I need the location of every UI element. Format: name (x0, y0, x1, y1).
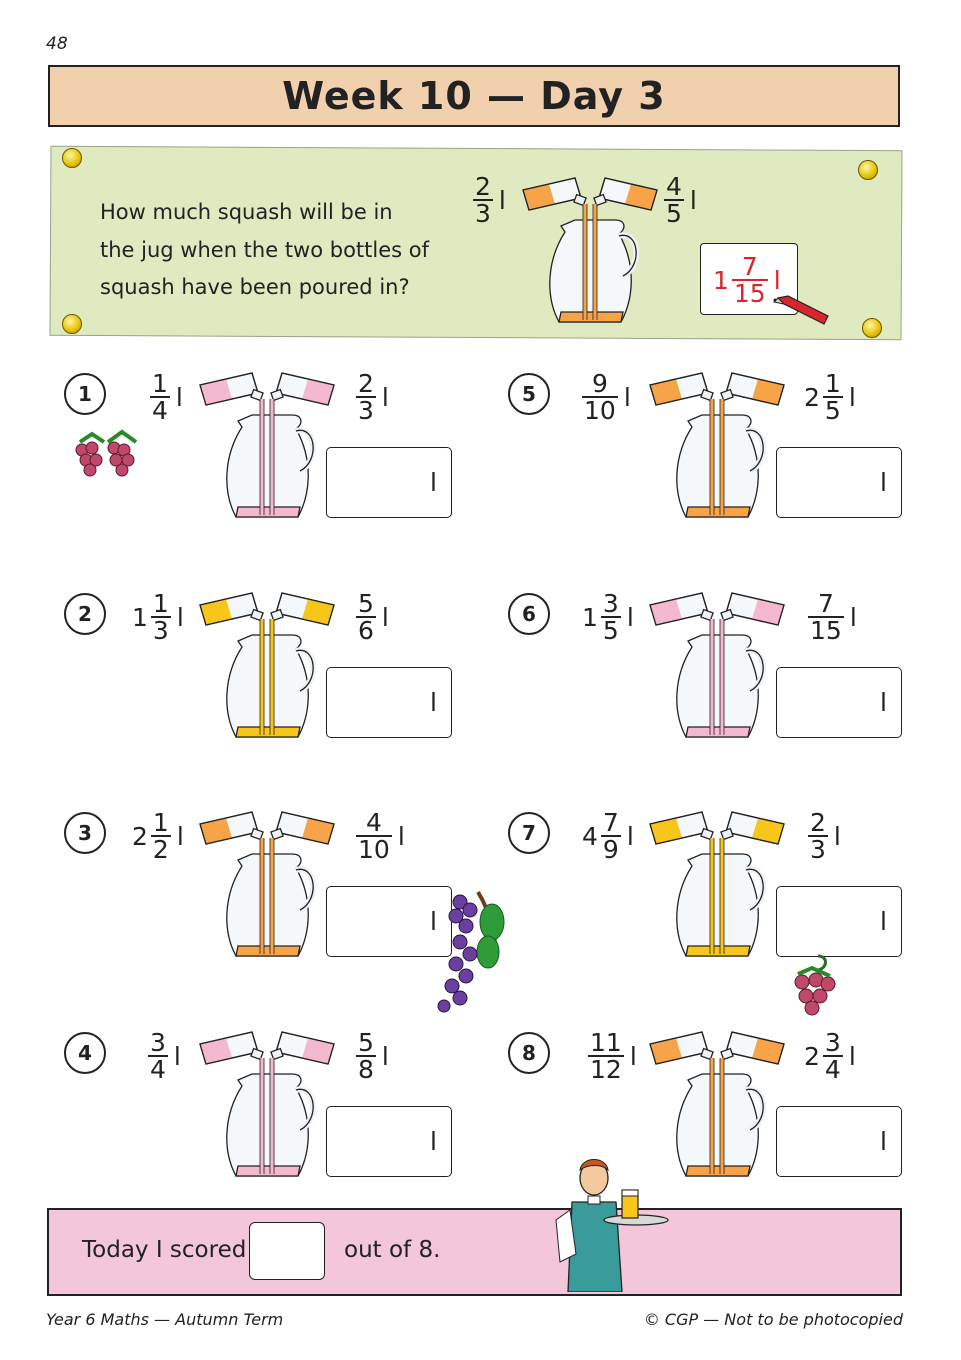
whole-number: 2 (804, 1041, 820, 1071)
fraction-denominator: 12 (590, 1055, 622, 1084)
right-bottle-amount (356, 810, 405, 862)
fraction-denominator: 4 (824, 1055, 841, 1084)
page-number: 48 (46, 34, 68, 54)
fraction-denominator: 3 (810, 835, 826, 864)
fraction-denominator: 10 (584, 396, 616, 425)
right-bottle-amount (356, 591, 389, 643)
unit-label: l (626, 602, 634, 632)
fraction-numerator: 2 (475, 172, 491, 201)
question-number: 8 (508, 1032, 550, 1074)
question-number: 3 (64, 812, 106, 854)
unit-label: l (430, 468, 437, 497)
unit-label: l (773, 265, 781, 295)
fraction-numerator: 1 (152, 808, 169, 837)
fraction-numerator: 1 (824, 369, 841, 398)
unit-label: l (848, 382, 856, 412)
left-bottle-amount (150, 371, 183, 423)
unit-label: l (175, 382, 183, 412)
fraction-denominator: 5 (824, 396, 841, 425)
jug-icon (192, 804, 342, 962)
answer-box[interactable] (776, 886, 902, 957)
fraction-numerator: 7 (741, 252, 758, 281)
left-bottle-amount (582, 591, 634, 643)
score-suffix: out of 8. (344, 1237, 441, 1263)
question-number: 5 (508, 373, 550, 415)
raspberry-icon (70, 420, 144, 480)
right-bottle-amount (356, 1030, 389, 1082)
unit-label: l (430, 907, 437, 936)
answer-box[interactable] (326, 667, 452, 738)
waiter-icon (548, 1150, 672, 1292)
example-question (100, 194, 429, 307)
unit-label: l (430, 1127, 437, 1156)
left-bottle-amount (132, 810, 184, 862)
fraction-numerator: 2 (810, 808, 826, 837)
grapes-icon (430, 882, 506, 1020)
fraction-denominator: 6 (358, 616, 374, 645)
question-number: 2 (64, 593, 106, 635)
right-bottle-amount (356, 371, 389, 423)
jug-icon (642, 585, 792, 743)
unit-label: l (623, 382, 631, 412)
unit-label: l (173, 1041, 181, 1071)
pin-icon (62, 148, 82, 168)
unit-label: l (629, 1041, 637, 1071)
fraction-numerator: 3 (824, 1028, 841, 1057)
answer-box[interactable] (776, 667, 902, 738)
fraction-denominator: 3 (475, 199, 491, 228)
whole-number: 2 (804, 382, 820, 412)
answer-box[interactable] (776, 1106, 902, 1177)
whole-number: 4 (582, 821, 598, 851)
right-bottle-amount (808, 810, 841, 862)
pencil-icon (772, 294, 834, 328)
jug-icon (192, 1024, 342, 1182)
answer-box[interactable] (326, 1106, 452, 1177)
right-bottle-amount (804, 371, 856, 423)
fraction-numerator: 9 (591, 369, 608, 398)
footer-course: Year 6 Maths — Autumn Term (46, 1310, 284, 1329)
question-number: 4 (64, 1032, 106, 1074)
fraction-denominator: 8 (358, 1055, 374, 1084)
fraction-denominator: 9 (602, 835, 619, 864)
fraction-numerator: 3 (150, 1028, 166, 1057)
fraction-numerator: 3 (602, 589, 619, 618)
fraction-numerator: 7 (817, 589, 834, 618)
unit-label: l (848, 1041, 856, 1071)
raspberry-icon (788, 950, 840, 1020)
whole-number: 1 (582, 602, 598, 632)
fraction-numerator: 2 (358, 369, 374, 398)
fraction-denominator: 4 (152, 396, 168, 425)
unit-label: l (397, 821, 405, 851)
example-left-amount (473, 174, 506, 226)
example-answer (713, 254, 781, 306)
pin-icon (62, 314, 82, 334)
fraction-denominator: 10 (358, 835, 390, 864)
left-bottle-amount (132, 591, 184, 643)
unit-label: l (880, 1127, 887, 1156)
fraction-numerator: 4 (365, 808, 382, 837)
unit-label: l (176, 821, 184, 851)
unit-label: l (176, 602, 184, 632)
fraction-denominator: 15 (810, 616, 842, 645)
unit-label: l (381, 382, 389, 412)
answer-box[interactable] (776, 447, 902, 518)
unit-label: l (498, 185, 506, 215)
jug-icon (192, 365, 342, 523)
right-bottle-amount (808, 591, 857, 643)
example-question-line: the jug when the two bottles of (100, 237, 430, 262)
jug-icon (642, 365, 792, 523)
pin-icon (862, 318, 882, 338)
footer-copyright: © CGP — Not to be photocopied (643, 1310, 903, 1329)
fraction-denominator: 2 (152, 835, 169, 864)
fraction-numerator: 1 (152, 589, 169, 618)
right-bottle-amount (804, 1030, 856, 1082)
example-question-line: squash have been poured in? (100, 275, 410, 299)
pin-icon (858, 160, 878, 180)
fraction-denominator: 4 (150, 1055, 166, 1084)
title-bar (48, 65, 900, 127)
fraction-denominator: 3 (358, 396, 374, 425)
fraction-numerator: 5 (358, 1028, 374, 1057)
question-number: 7 (508, 812, 550, 854)
whole-number: 1 (132, 602, 148, 632)
fraction-denominator: 5 (602, 616, 619, 645)
unit-label: l (880, 468, 887, 497)
fraction-numerator: 5 (358, 589, 374, 618)
example-right-amount (664, 174, 697, 226)
example-question-line: How much squash will be in (100, 200, 393, 224)
fraction-numerator: 4 (666, 172, 682, 201)
left-bottle-amount (582, 371, 631, 423)
unit-label: l (880, 907, 887, 936)
left-bottle-amount (588, 1030, 637, 1082)
score-input-box[interactable] (249, 1222, 325, 1280)
fraction-numerator: 11 (590, 1028, 622, 1057)
fraction-denominator: 15 (733, 279, 766, 308)
unit-label: l (689, 185, 697, 215)
unit-label: l (381, 602, 389, 632)
whole-number: 2 (132, 821, 148, 851)
jug-icon (192, 585, 342, 743)
unit-label: l (880, 688, 887, 717)
fraction-numerator: 1 (152, 369, 168, 398)
unit-label: l (381, 1041, 389, 1071)
fraction-denominator: 3 (152, 616, 169, 645)
left-bottle-amount (582, 810, 634, 862)
jug-icon (515, 170, 665, 328)
unit-label: l (626, 821, 634, 851)
fraction-numerator: 7 (602, 808, 619, 837)
page-title: Week 10 — Day 3 (282, 74, 666, 118)
left-bottle-amount (148, 1030, 181, 1082)
score-prefix: Today I scored (82, 1237, 247, 1263)
question-number: 1 (64, 373, 106, 415)
fraction-denominator: 5 (666, 199, 682, 228)
jug-icon (642, 804, 792, 962)
unit-label: l (833, 821, 841, 851)
unit-label: l (430, 688, 437, 717)
question-number: 6 (508, 593, 550, 635)
answer-box[interactable] (326, 447, 452, 518)
whole-number: 1 (713, 265, 729, 295)
unit-label: l (849, 602, 857, 632)
